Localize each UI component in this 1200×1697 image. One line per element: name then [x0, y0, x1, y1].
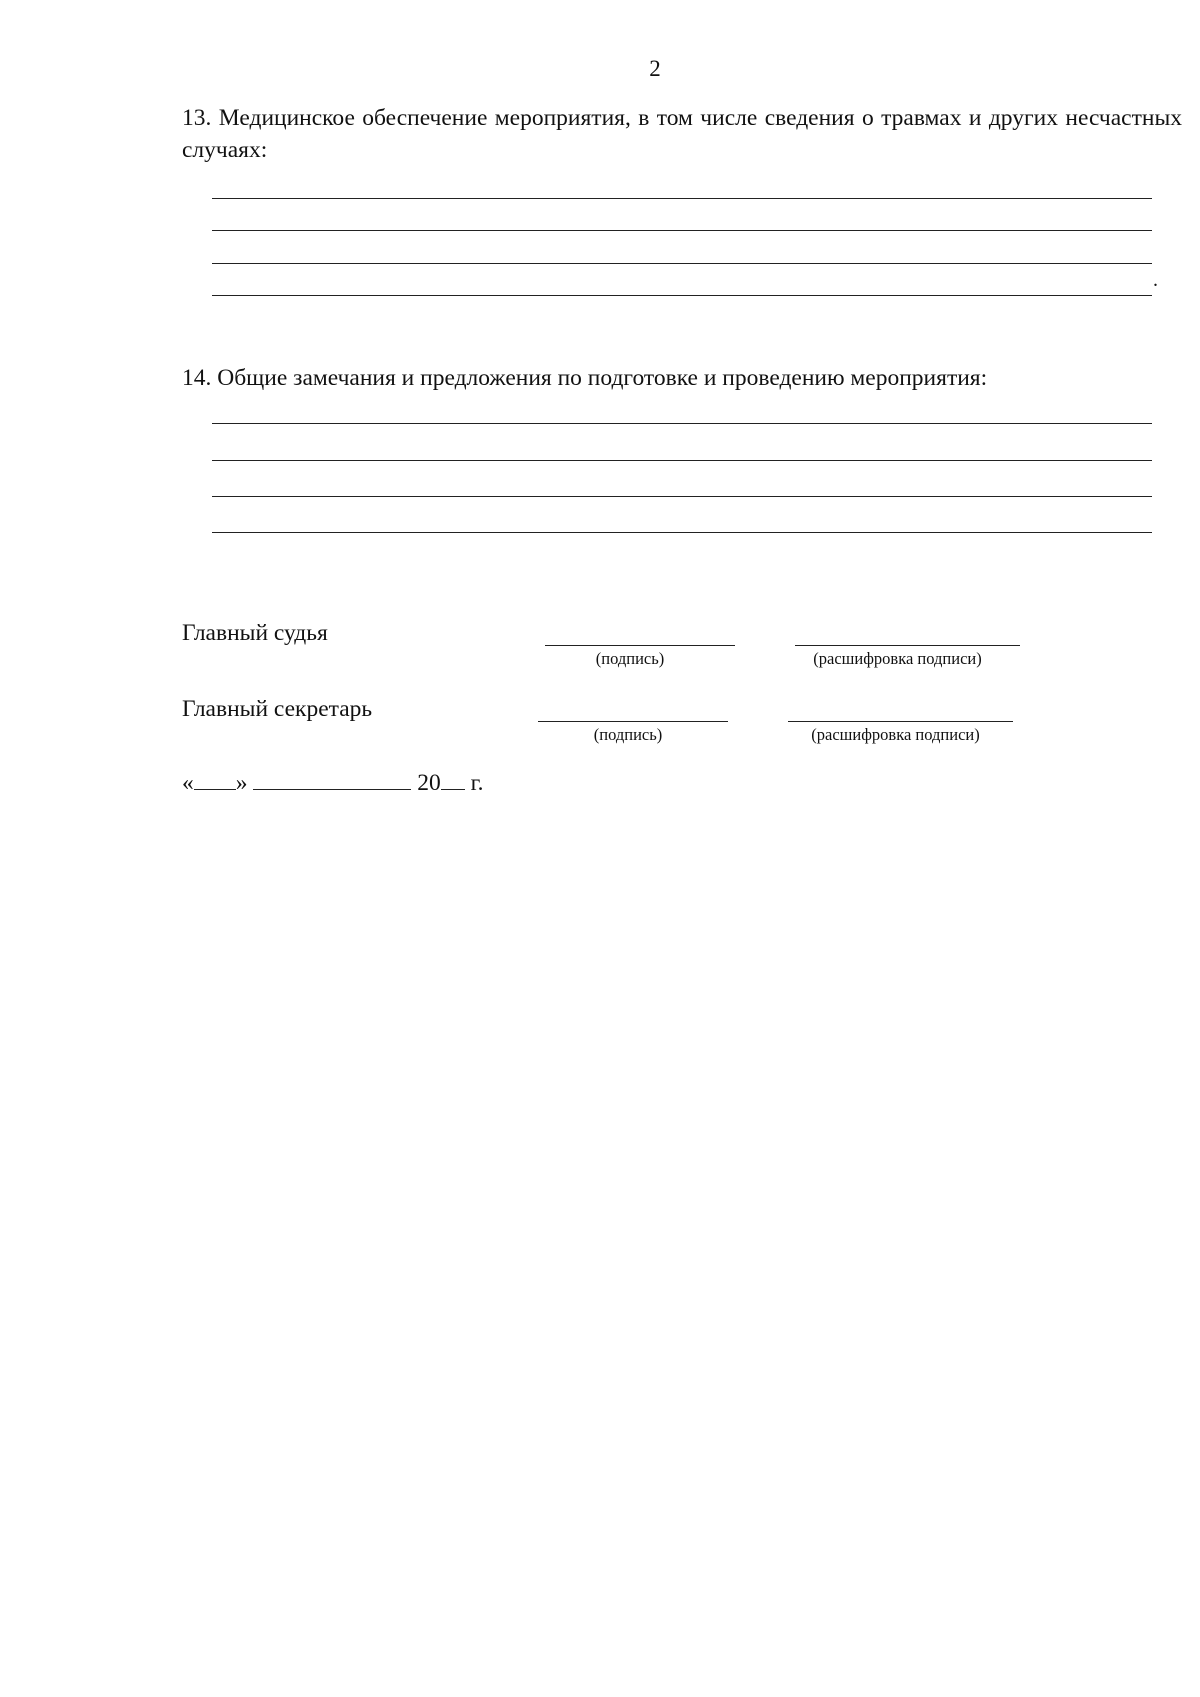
chief-judge-decoding-line — [795, 645, 1020, 646]
chief-judge-signature-caption: (подпись) — [595, 649, 665, 668]
page-number: 2 — [649, 56, 661, 81]
chief-judge-signature-line — [545, 645, 735, 646]
section-13-line-3 — [212, 263, 1152, 264]
chief-judge-decoding-caption: (расшифровка подписи) — [813, 649, 982, 668]
section-14-line-4 — [212, 532, 1152, 533]
chief-secretary-decoding-caption: (расшифровка подписи) — [811, 725, 980, 744]
section-14-line-1 — [212, 423, 1152, 424]
date-month-blank — [253, 771, 411, 790]
chief-secretary-signature-line — [538, 721, 728, 722]
section-14-text: 14. Общие замечания и предложения по подготовке и проведению мероприятия: — [182, 365, 988, 391]
date-row — [182, 770, 484, 797]
date-year-blank — [441, 771, 465, 790]
date-year-suffix: г. — [470, 770, 484, 796]
section-13-text: 13. Медицинское обеспечение мероприятия, в том числе сведения о травмах и других несчастных случаях: — [182, 105, 1182, 163]
section-13-line-2 — [212, 230, 1152, 231]
chief-judge-label: Главный судья — [182, 620, 328, 646]
date-year-prefix: 20 — [417, 770, 441, 796]
chief-secretary-label: Главный секретарь — [182, 696, 373, 722]
chief-secretary-signature-caption: (подпись) — [593, 725, 663, 744]
date-open-quote: « — [182, 770, 194, 796]
section-14-line-3 — [212, 496, 1152, 497]
section-13-line-end-mark: . — [1153, 269, 1158, 291]
date-close-quote: » — [235, 770, 248, 796]
section-14-line-2 — [212, 460, 1152, 461]
section-13-line-1 — [212, 198, 1152, 199]
section-13-line-4 — [212, 295, 1152, 296]
chief-secretary-decoding-line — [788, 721, 1013, 722]
date-day-blank — [194, 771, 236, 790]
